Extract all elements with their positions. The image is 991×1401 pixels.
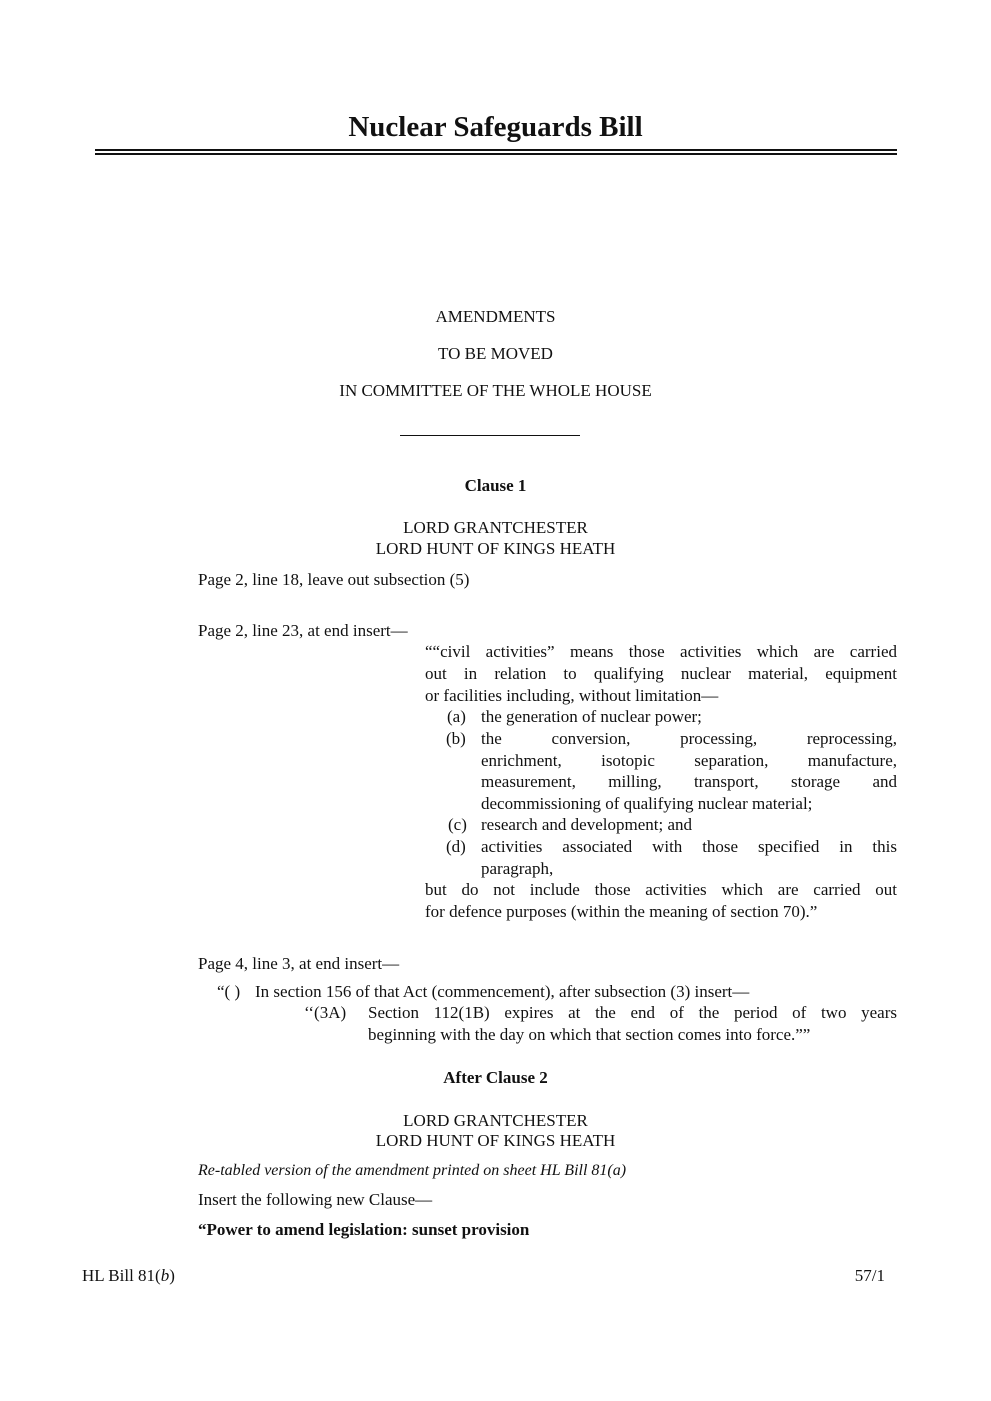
- item-label: (c): [448, 815, 467, 834]
- item-text: research and development; and: [481, 815, 692, 834]
- bill-number-prefix: HL Bill 81(: [82, 1266, 161, 1285]
- bill-number-suffix: ): [169, 1266, 175, 1285]
- item-label: (d): [446, 837, 466, 856]
- heading-line: IN COMMITTEE OF THE WHOLE HOUSE: [339, 381, 652, 400]
- subsection-label: “( ): [217, 982, 241, 1001]
- amendment-text: Page 2, line 18, leave out subsection (5): [198, 570, 470, 589]
- instruction: Insert the following new Clause—: [198, 1190, 433, 1209]
- sponsor: LORD GRANTCHESTER: [403, 1111, 588, 1130]
- sponsor: LORD GRANTCHESTER: [403, 518, 588, 537]
- item-text: the conversion, processing, reprocessing,: [481, 729, 897, 748]
- item-text: activities associated with those specified in this: [481, 837, 897, 856]
- item-text: paragraph,: [481, 859, 554, 878]
- item-text: the generation of nuclear power;: [481, 707, 702, 726]
- sheet-number: 57/1: [854, 1266, 885, 1285]
- bill-number: [82, 1266, 175, 1286]
- clause-heading: Clause 1: [464, 476, 527, 495]
- item-label: (b): [446, 729, 466, 748]
- insert-line: but do not include those activities which are carried out: [425, 880, 897, 899]
- retabled-note: Re-tabled version of the amendment printed on sheet HL Bill 81(a): [198, 1162, 627, 1179]
- heading-line: AMENDMENTS: [435, 307, 556, 326]
- item-text: decommissioning of qualifying nuclear material;: [481, 794, 813, 813]
- clause-heading: After Clause 2: [443, 1068, 548, 1087]
- item-text: measurement, milling, transport, storage and: [481, 772, 897, 791]
- sponsor: LORD HUNT OF KINGS HEATH: [375, 1131, 616, 1150]
- amendment-intro: Page 4, line 3, at end insert—: [198, 954, 400, 973]
- new-clause-title: “Power to amend legislation: sunset provision: [198, 1220, 530, 1239]
- inner-text: Section 112(1B) expires at the end of the period of two years: [368, 1003, 897, 1022]
- insert-line: out in relation to qualifying nuclear material, equipment: [425, 664, 897, 683]
- insert-line: ““civil activities” means those activities which are carried: [425, 642, 897, 661]
- title-rule-bottom: [95, 153, 897, 155]
- item-label: (a): [447, 707, 466, 726]
- subsection-text: In section 156 of that Act (commencement), after subsection (3) insert—: [255, 982, 750, 1001]
- sponsor: LORD HUNT OF KINGS HEATH: [375, 539, 616, 558]
- heading-line: TO BE MOVED: [438, 344, 553, 363]
- separator-rule: [400, 435, 580, 436]
- bill-title: Nuclear Safeguards Bill: [348, 111, 643, 143]
- insert-line: for defence purposes (within the meaning of section 70).”: [425, 902, 818, 921]
- bill-number-letter: b: [160, 1266, 170, 1285]
- inner-label: ‘‘(3A): [304, 1003, 347, 1022]
- title-rule-top: [95, 149, 897, 151]
- amendment-intro: Page 2, line 23, at end insert—: [198, 621, 408, 640]
- inner-text: beginning with the day on which that section comes into force.””: [368, 1025, 811, 1044]
- insert-line: or facilities including, without limitation—: [425, 686, 719, 705]
- item-text: enrichment, isotopic separation, manufacture,: [481, 751, 897, 770]
